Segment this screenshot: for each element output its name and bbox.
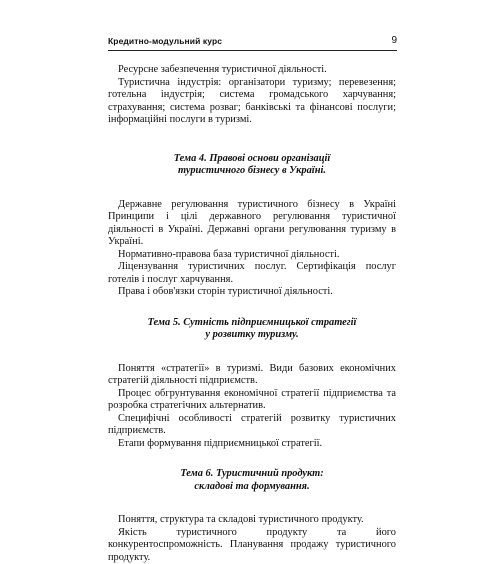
paragraph: Якість туристичного продукту та його конкурентоспроможність. Планування продажу туристичного продукту. bbox=[108, 527, 396, 564]
paragraph: Права і обов'язки сторін туристичної діяльності. bbox=[108, 286, 396, 299]
paragraph: Поняття «стратегії» в туризмі. Види базових економічних стратегій діяльності підприємств. bbox=[108, 363, 396, 388]
running-header bbox=[108, 36, 397, 51]
paragraph: Туристична індустрія: організатори туризму; перевезення; готельна індустрія; система громадського харчування; страхування; система розваг; банківські та фінансові послуги; інформаційні послуги в туризмі. bbox=[108, 77, 396, 127]
paragraph: Державне регулювання туристичного бізнесу в Україні Принципи і цілі державного регулювання туристичної діяльності в Україні. Державні органи регулювання туризму в Україні. bbox=[108, 199, 396, 249]
topic-heading-line: складові та формування. bbox=[108, 481, 396, 494]
topic-4-heading bbox=[108, 153, 396, 178]
topic-6-heading bbox=[108, 468, 396, 493]
paragraph: Процес обгрунтування економічної стратегії підприємства та розробка стратегічних альтернатив. bbox=[108, 388, 396, 413]
paragraph: Нормативно-правова база туристичної діяльності. bbox=[108, 249, 396, 262]
topic-5-heading bbox=[108, 317, 396, 342]
topic-heading-line: Тема 6. Туристичний продукт: bbox=[108, 468, 396, 481]
page-number: 9 bbox=[391, 35, 397, 46]
paragraph: Поняття, структура та складові туристичного продукту. bbox=[108, 514, 396, 527]
topic-heading-line: Тема 4. Правові основи організації bbox=[108, 153, 396, 166]
topic-4-section bbox=[108, 153, 396, 299]
paragraph: Специфічні особливості стратегій розвитку туристичних підприємств. bbox=[108, 413, 396, 438]
running-title: Кредитно-модульний курс bbox=[108, 36, 222, 46]
intro-section bbox=[108, 64, 396, 127]
paragraph: Ресурсне забезпечення туристичної діяльності. bbox=[108, 64, 396, 77]
topic-6-section bbox=[108, 468, 396, 564]
topic-heading-line: туристичного бізнесу в Україні. bbox=[108, 165, 396, 178]
topic-heading-line: Тема 5. Сутність підприємницької стратегії bbox=[108, 317, 396, 330]
topic-heading-line: у розвитку туризму. bbox=[108, 329, 396, 342]
page-body bbox=[108, 64, 396, 564]
topic-5-section bbox=[108, 317, 396, 451]
paragraph: Етапи формування підприємницької стратегії. bbox=[108, 438, 396, 451]
paragraph: Ліцензування туристичних послуг. Сертифікація послуг готелів і послуг харчування. bbox=[108, 261, 396, 286]
